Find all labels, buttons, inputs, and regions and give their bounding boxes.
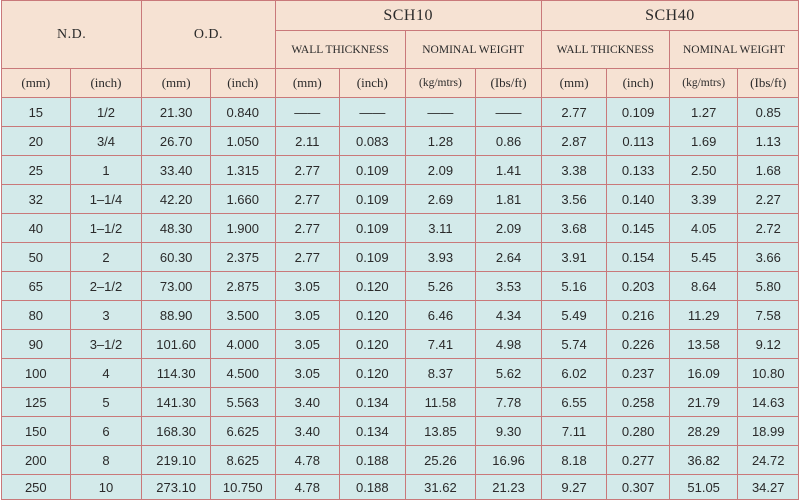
- table-cell: 2.64: [476, 243, 542, 272]
- unit-header: (Ibs/ft): [738, 69, 799, 98]
- table-cell: 5.563: [210, 388, 275, 417]
- table-cell: 16.96: [476, 446, 542, 475]
- unit-header: (mm): [2, 69, 71, 98]
- table-cell: 9.27: [541, 475, 607, 500]
- table-cell: 65: [2, 272, 71, 301]
- table-cell: 1–1/2: [70, 214, 142, 243]
- table-cell: 4.78: [275, 475, 340, 500]
- table-cell: 0.280: [607, 417, 669, 446]
- table-cell: 2.09: [476, 214, 542, 243]
- unit-header: (inch): [210, 69, 275, 98]
- table-cell: 0.258: [607, 388, 669, 417]
- table-cell: 2–1/2: [70, 272, 142, 301]
- table-cell: 4.000: [210, 330, 275, 359]
- table-cell: 0.083: [340, 127, 406, 156]
- table-cell: 1–1/4: [70, 185, 142, 214]
- unit-header: (Ibs/ft): [476, 69, 542, 98]
- table-cell: 1.81: [476, 185, 542, 214]
- table-row: [2, 214, 799, 243]
- table-cell: 0.120: [340, 330, 406, 359]
- table-cell: 0.134: [340, 388, 406, 417]
- table-cell: 3.66: [738, 243, 799, 272]
- table-cell: 2.77: [541, 98, 607, 127]
- table-cell: 80: [2, 301, 71, 330]
- table-cell: ——: [275, 98, 340, 127]
- unit-header: (kg/mtrs): [669, 69, 738, 98]
- table-cell: 0.86: [476, 127, 542, 156]
- unit-header: (kg/mtrs): [405, 69, 476, 98]
- table-cell: 25.26: [405, 446, 476, 475]
- table-cell: 3.56: [541, 185, 607, 214]
- table-cell: 48.30: [142, 214, 211, 243]
- table-cell: 3.38: [541, 156, 607, 185]
- table-cell: 3.53: [476, 272, 542, 301]
- table-cell: 8.37: [405, 359, 476, 388]
- table-cell: 51.05: [669, 475, 738, 500]
- table-cell: 6: [70, 417, 142, 446]
- table-cell: 13.58: [669, 330, 738, 359]
- table-cell: 5.26: [405, 272, 476, 301]
- table-cell: 3.11: [405, 214, 476, 243]
- table-row: [2, 243, 799, 272]
- table-cell: 14.63: [738, 388, 799, 417]
- table-cell: 7.11: [541, 417, 607, 446]
- table-cell: 26.70: [142, 127, 211, 156]
- table-cell: 3.05: [275, 330, 340, 359]
- table-cell: 40: [2, 214, 71, 243]
- table-cell: 125: [2, 388, 71, 417]
- table-cell: 3.05: [275, 272, 340, 301]
- pipe-schedule-table: [1, 0, 799, 500]
- table-cell: 90: [2, 330, 71, 359]
- table-cell: 2.87: [541, 127, 607, 156]
- table-cell: 1.315: [210, 156, 275, 185]
- table-cell: 0.145: [607, 214, 669, 243]
- table-cell: 1.27: [669, 98, 738, 127]
- table-cell: 150: [2, 417, 71, 446]
- table-cell: 1.68: [738, 156, 799, 185]
- table-row: [2, 330, 799, 359]
- table-cell: 6.02: [541, 359, 607, 388]
- table-cell: 0.307: [607, 475, 669, 500]
- table-cell: 3.93: [405, 243, 476, 272]
- table-cell: 8.625: [210, 446, 275, 475]
- table-cell: 1: [70, 156, 142, 185]
- table-cell: 2.77: [275, 243, 340, 272]
- table-cell: 0.216: [607, 301, 669, 330]
- table-cell: 2.77: [275, 185, 340, 214]
- table-cell: 1.900: [210, 214, 275, 243]
- table-cell: 25: [2, 156, 71, 185]
- table-cell: 10: [70, 475, 142, 500]
- table-cell: 0.85: [738, 98, 799, 127]
- nd-header: N.D.: [2, 1, 142, 69]
- table-cell: 3.40: [275, 388, 340, 417]
- unit-header: (mm): [275, 69, 340, 98]
- table-cell: 3.500: [210, 301, 275, 330]
- sch40-nominal-weight-header: NOMINAL WEIGHT: [669, 31, 798, 69]
- table-row: [2, 475, 799, 500]
- table-cell: 0.120: [340, 359, 406, 388]
- table-cell: 9.12: [738, 330, 799, 359]
- table-cell: 3.91: [541, 243, 607, 272]
- table-body: [2, 98, 799, 500]
- table-cell: 5.74: [541, 330, 607, 359]
- table-cell: ——: [340, 98, 406, 127]
- table-cell: 2: [70, 243, 142, 272]
- table-cell: 2.09: [405, 156, 476, 185]
- table-cell: 10.750: [210, 475, 275, 500]
- table-cell: 4: [70, 359, 142, 388]
- table-cell: 0.109: [340, 243, 406, 272]
- sch10-nominal-weight-header: NOMINAL WEIGHT: [405, 31, 541, 69]
- table-cell: 73.00: [142, 272, 211, 301]
- table-cell: 16.09: [669, 359, 738, 388]
- table-cell: 0.120: [340, 301, 406, 330]
- table-cell: 5.80: [738, 272, 799, 301]
- table-cell: 3.39: [669, 185, 738, 214]
- table-cell: 0.840: [210, 98, 275, 127]
- od-header: O.D.: [142, 1, 275, 69]
- unit-header: (inch): [607, 69, 669, 98]
- table-cell: 7.58: [738, 301, 799, 330]
- table-cell: 273.10: [142, 475, 211, 500]
- table-cell: 5.16: [541, 272, 607, 301]
- table-cell: 4.34: [476, 301, 542, 330]
- table-cell: 8: [70, 446, 142, 475]
- table-cell: 88.90: [142, 301, 211, 330]
- table-cell: 2.77: [275, 214, 340, 243]
- table-cell: 21.79: [669, 388, 738, 417]
- table-cell: 20: [2, 127, 71, 156]
- table-cell: 42.20: [142, 185, 211, 214]
- table-cell: 3.40: [275, 417, 340, 446]
- table-cell: 0.277: [607, 446, 669, 475]
- table-cell: 11.29: [669, 301, 738, 330]
- table-cell: 5: [70, 388, 142, 417]
- table-cell: 4.78: [275, 446, 340, 475]
- table-cell: 4.05: [669, 214, 738, 243]
- table-cell: 219.10: [142, 446, 211, 475]
- table-cell: 3–1/2: [70, 330, 142, 359]
- table-cell: 100: [2, 359, 71, 388]
- table-cell: 8.18: [541, 446, 607, 475]
- table-cell: 7.78: [476, 388, 542, 417]
- table-cell: 168.30: [142, 417, 211, 446]
- table-cell: 9.30: [476, 417, 542, 446]
- table-cell: 3.05: [275, 301, 340, 330]
- table-cell: 11.58: [405, 388, 476, 417]
- table-cell: 0.120: [340, 272, 406, 301]
- table-cell: 2.69: [405, 185, 476, 214]
- table-cell: 5.49: [541, 301, 607, 330]
- table-cell: 0.226: [607, 330, 669, 359]
- table-cell: 2.27: [738, 185, 799, 214]
- table-cell: 60.30: [142, 243, 211, 272]
- table-cell: 21.23: [476, 475, 542, 500]
- table-row: [2, 359, 799, 388]
- table-cell: 0.109: [340, 156, 406, 185]
- sch10-wall-thickness-header: WALL THICKNESS: [275, 31, 405, 69]
- table-cell: 141.30: [142, 388, 211, 417]
- sch40-wall-thickness-header: WALL THICKNESS: [541, 31, 669, 69]
- table-cell: 21.30: [142, 98, 211, 127]
- table-cell: 200: [2, 446, 71, 475]
- table-cell: 4.500: [210, 359, 275, 388]
- table-cell: 33.40: [142, 156, 211, 185]
- table-cell: 24.72: [738, 446, 799, 475]
- table-cell: 7.41: [405, 330, 476, 359]
- table-cell: 250: [2, 475, 71, 500]
- table-cell: 13.85: [405, 417, 476, 446]
- table-row: [2, 446, 799, 475]
- table-cell: 0.134: [340, 417, 406, 446]
- table-row: [2, 185, 799, 214]
- table-cell: 6.55: [541, 388, 607, 417]
- table-cell: 6.625: [210, 417, 275, 446]
- table-row: [2, 417, 799, 446]
- table-cell: 50: [2, 243, 71, 272]
- table-cell: 5.62: [476, 359, 542, 388]
- table-cell: 3.68: [541, 214, 607, 243]
- table-cell: 2.11: [275, 127, 340, 156]
- sch40-header: SCH40: [541, 1, 798, 31]
- sch10-header: SCH10: [275, 1, 541, 31]
- table-cell: ——: [405, 98, 476, 127]
- table-cell: 0.133: [607, 156, 669, 185]
- table-cell: 0.109: [340, 214, 406, 243]
- table-cell: 3/4: [70, 127, 142, 156]
- table-row: [2, 127, 799, 156]
- table-cell: 1/2: [70, 98, 142, 127]
- table-cell: 0.154: [607, 243, 669, 272]
- table-row: [2, 301, 799, 330]
- table-cell: 0.109: [607, 98, 669, 127]
- table-cell: 36.82: [669, 446, 738, 475]
- table-cell: 1.69: [669, 127, 738, 156]
- table-cell: 5.45: [669, 243, 738, 272]
- table-cell: 0.188: [340, 475, 406, 500]
- table-cell: 0.188: [340, 446, 406, 475]
- table-cell: 0.237: [607, 359, 669, 388]
- table-cell: 2.72: [738, 214, 799, 243]
- table-row: [2, 98, 799, 127]
- unit-header: (inch): [340, 69, 406, 98]
- unit-header: (mm): [142, 69, 211, 98]
- table-cell: 6.46: [405, 301, 476, 330]
- table-row: [2, 388, 799, 417]
- table-cell: 1.28: [405, 127, 476, 156]
- unit-header: (inch): [70, 69, 142, 98]
- table-cell: ——: [476, 98, 542, 127]
- table-cell: 3.05: [275, 359, 340, 388]
- table-cell: 31.62: [405, 475, 476, 500]
- table-cell: 2.77: [275, 156, 340, 185]
- table-cell: 28.29: [669, 417, 738, 446]
- table-cell: 2.50: [669, 156, 738, 185]
- table-cell: 15: [2, 98, 71, 127]
- unit-header: (mm): [541, 69, 607, 98]
- table-cell: 1.41: [476, 156, 542, 185]
- table-cell: 10.80: [738, 359, 799, 388]
- table-cell: 3: [70, 301, 142, 330]
- table-cell: 0.203: [607, 272, 669, 301]
- table-cell: 4.98: [476, 330, 542, 359]
- table-cell: 114.30: [142, 359, 211, 388]
- table-cell: 0.109: [340, 185, 406, 214]
- table-cell: 34.27: [738, 475, 799, 500]
- table-cell: 18.99: [738, 417, 799, 446]
- table-cell: 2.375: [210, 243, 275, 272]
- table-cell: 1.13: [738, 127, 799, 156]
- table-cell: 0.113: [607, 127, 669, 156]
- table-row: [2, 156, 799, 185]
- table-cell: 0.140: [607, 185, 669, 214]
- table-cell: 2.875: [210, 272, 275, 301]
- table-cell: 8.64: [669, 272, 738, 301]
- table-row: [2, 272, 799, 301]
- table-cell: 101.60: [142, 330, 211, 359]
- table-cell: 1.050: [210, 127, 275, 156]
- table-cell: 32: [2, 185, 71, 214]
- table-cell: 1.660: [210, 185, 275, 214]
